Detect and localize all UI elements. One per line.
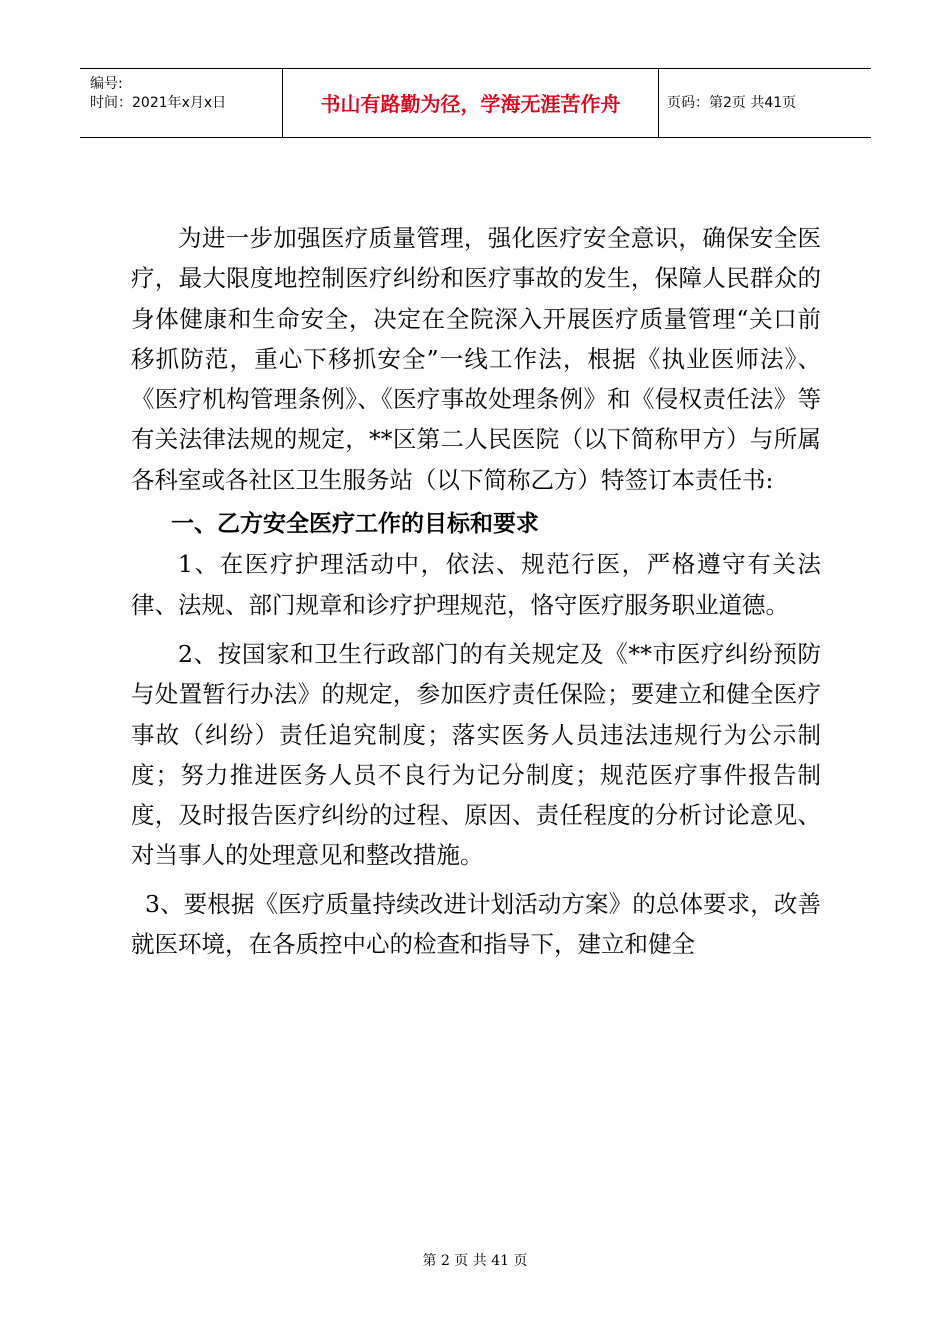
- list-item-3: 3、要根据《医疗质量持续改进计划活动方案》的总体要求，改善就医环境，在各质控中心的检查和指导下，建立和健全: [131, 889, 821, 959]
- document-body: [131, 218, 821, 964]
- page-footer: 第 2 页 共 41 页: [422, 1253, 528, 1269]
- list-item-1: 1、在医疗护理活动中，依法、规范行医，严格遵守有关法律、法规、部门规章和诊疗护理规范，恪守医疗服务职业道德。: [131, 550, 821, 619]
- header-motto: 书山有路勤为径，学海无涯苦作舟: [320, 92, 621, 116]
- header-page-code: 页码：第2页 共41页: [667, 95, 797, 111]
- section-heading: 一、乙方安全医疗工作的目标和要求: [171, 511, 539, 538]
- header-motto-cell: [283, 69, 659, 137]
- document-number-label: 编号:: [90, 76, 123, 92]
- header-page-cell: [659, 69, 871, 137]
- header-info-cell: [80, 69, 283, 137]
- page-header: [80, 68, 871, 138]
- document-date-label: 时间：2021年x月x日: [90, 95, 227, 111]
- intro-paragraph: 为进一步加强医疗质量管理，强化医疗安全意识，确保安全医疗，最大限度地控制医疗纠纷和医疗事故的发生，保障人民群众的身体健康和生命安全，决定在全院深入开展医疗质量管理“关口前移抓防范，重心下移抓安全”一线工作法，根据《执业医师法》、《医疗机构管理条例》、《医疗事故处理条例》和《侵权责任法》等有关法律法规的规定，**区第二人民医院（以下简称甲方）与所属各科室或各社区卫生服务站（以下简称乙方）特签订本责任书:: [131, 224, 821, 494]
- list-item-2: 2、按国家和卫生行政部门的有关规定及《**市医疗纠纷预防与处置暂行办法》的规定，参加医疗责任保险；要建立和健全医疗事故（纠纷）责任追究制度；落实医务人员违法违规行为公示制度；努力推进医务人员不良行为记分制度；规范医疗事件报告制度，及时报告医疗纠纷的过程、原因、责任程度的分析讨论意见、对当事人的处理意见和整改措施。: [131, 639, 821, 870]
